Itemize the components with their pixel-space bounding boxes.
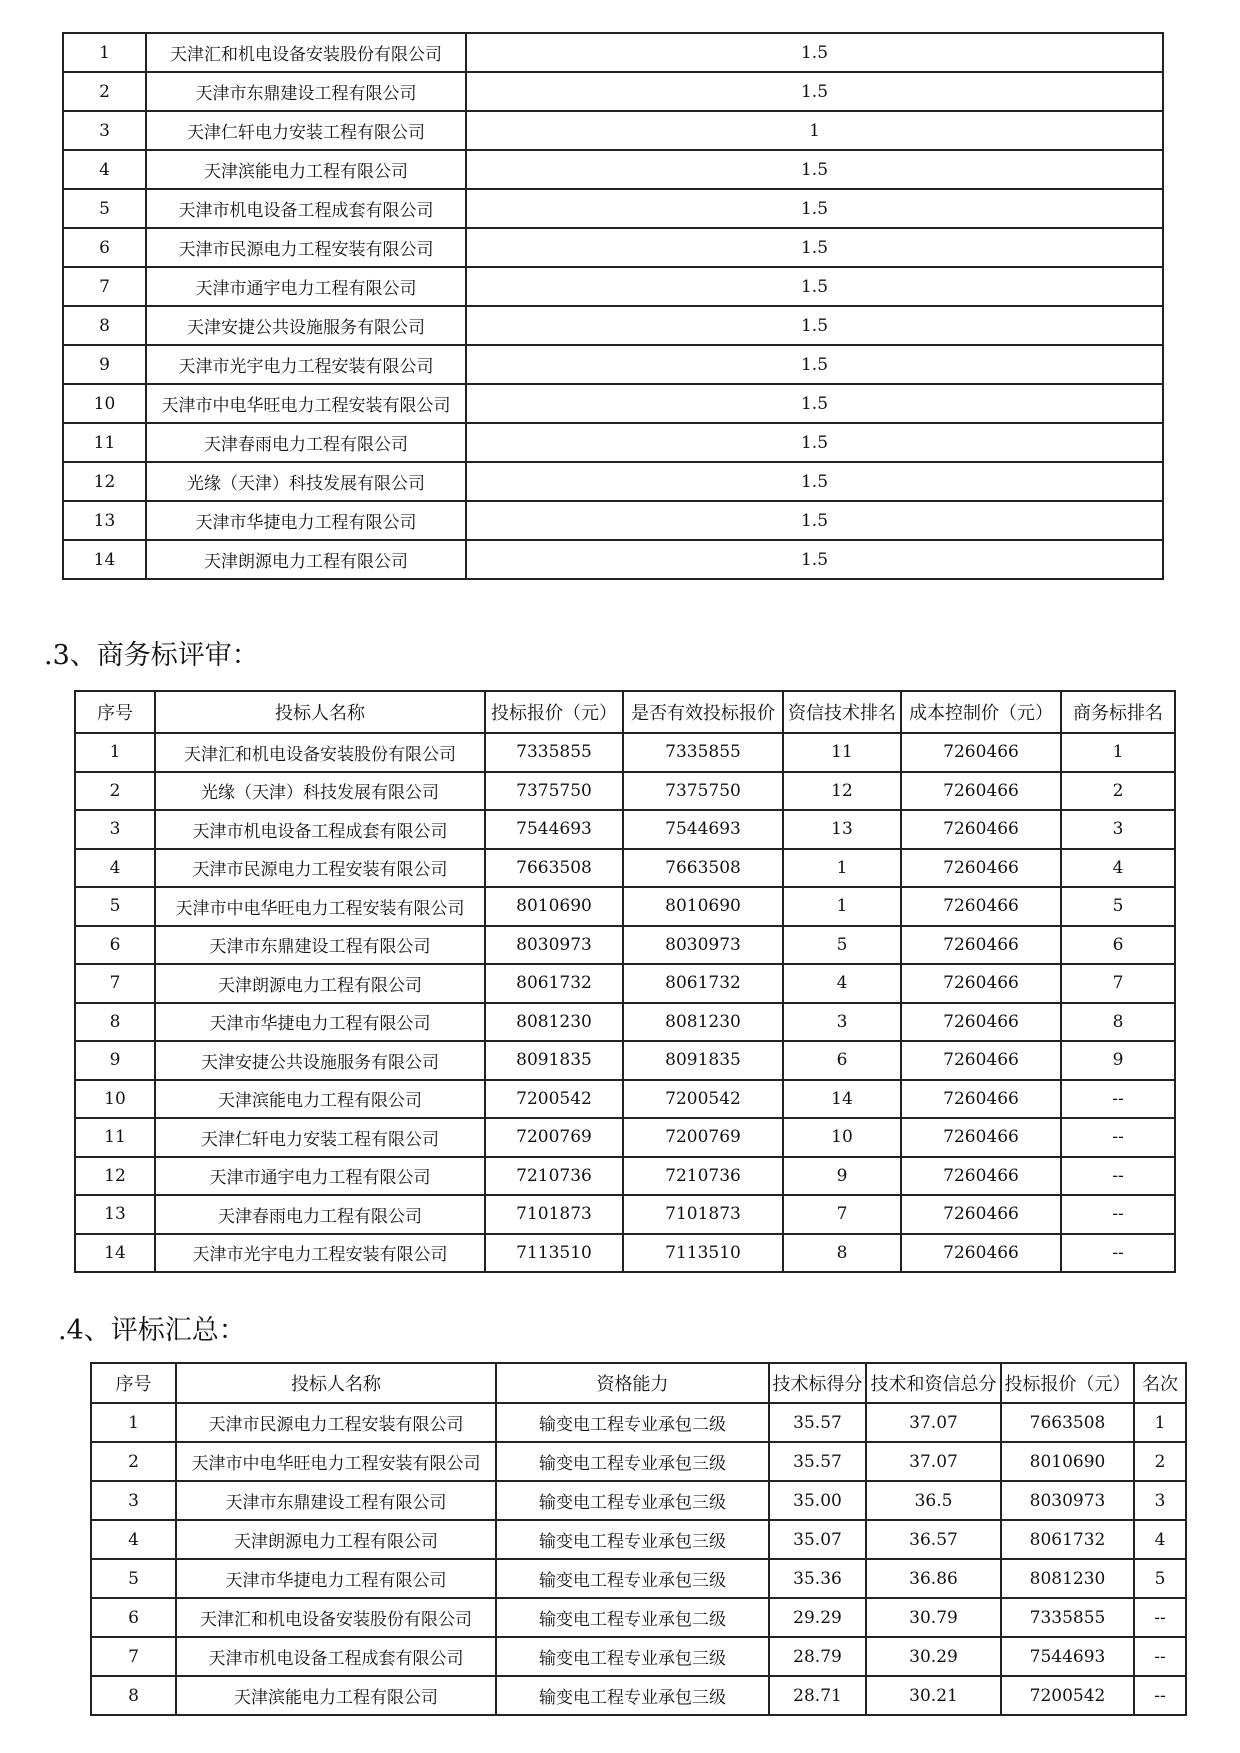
table-cell: 8061732 <box>1001 1520 1134 1559</box>
bidder-name: 天津春雨电力工程有限公司 <box>146 423 466 462</box>
table-cell: 10 <box>783 1118 901 1157</box>
table-cell: 天津朗源电力工程有限公司 <box>155 964 485 1003</box>
table-cell: 7260466 <box>901 887 1061 926</box>
table-cell: 7663508 <box>1001 1403 1134 1442</box>
table-cell: 1 <box>783 887 901 926</box>
table-cell: 8061732 <box>485 964 623 1003</box>
row-number: 12 <box>63 462 146 501</box>
table-cell: 7544693 <box>623 810 783 849</box>
table-cell: 35.57 <box>769 1442 866 1481</box>
bidder-name: 天津汇和机电设备安装股份有限公司 <box>146 33 466 72</box>
table-row <box>91 1403 1186 1442</box>
table-cell: 天津汇和机电设备安装股份有限公司 <box>155 733 485 772</box>
row-number: 5 <box>63 189 146 228</box>
table-cell: 8061732 <box>623 964 783 1003</box>
bidder-name: 天津滨能电力工程有限公司 <box>146 150 466 189</box>
row-number: 10 <box>63 384 146 423</box>
table-cell: 输变电工程专业承包三级 <box>496 1520 769 1559</box>
table-cell: 28.71 <box>769 1676 866 1715</box>
row-number: 11 <box>63 423 146 462</box>
table-cell: 30.29 <box>866 1637 1001 1676</box>
score-value: 1.5 <box>466 150 1163 189</box>
column-header: 名次 <box>1134 1363 1186 1403</box>
table-row <box>75 772 1175 811</box>
row-number: 2 <box>63 72 146 111</box>
bidder-name: 天津仁轩电力安装工程有限公司 <box>146 111 466 150</box>
table-cell: 天津市东鼎建设工程有限公司 <box>155 926 485 965</box>
table-row <box>63 501 1163 540</box>
table-cell: 输变电工程专业承包三级 <box>496 1559 769 1598</box>
score-value: 1.5 <box>466 345 1163 384</box>
table-cell: 7335855 <box>623 733 783 772</box>
table-cell: 5 <box>783 926 901 965</box>
table-cell: 7210736 <box>623 1157 783 1196</box>
table-cell: -- <box>1134 1637 1186 1676</box>
column-header: 序号 <box>75 691 155 733</box>
table-cell: 天津市中电华旺电力工程安装有限公司 <box>155 887 485 926</box>
table-cell: 8010690 <box>623 887 783 926</box>
table-cell: 7 <box>91 1637 176 1676</box>
table-cell: 天津市机电设备工程成套有限公司 <box>176 1637 496 1676</box>
table-cell: 天津市民源电力工程安装有限公司 <box>176 1403 496 1442</box>
table-cell: -- <box>1134 1598 1186 1637</box>
table-cell: 天津滨能电力工程有限公司 <box>176 1676 496 1715</box>
table-cell: 7 <box>1061 964 1175 1003</box>
score-value: 1.5 <box>466 72 1163 111</box>
table-cell: 8081230 <box>623 1003 783 1042</box>
table-row <box>75 1195 1175 1234</box>
table-cell: 光缘（天津）科技发展有限公司 <box>155 772 485 811</box>
table-cell: 7260466 <box>901 810 1061 849</box>
table-row <box>91 1598 1186 1637</box>
table-cell: 5 <box>1134 1559 1186 1598</box>
table-row <box>75 887 1175 926</box>
table-cell: 8030973 <box>485 926 623 965</box>
table-cell: 7260466 <box>901 849 1061 888</box>
table-cell: 8 <box>91 1676 176 1715</box>
row-number: 13 <box>63 501 146 540</box>
table-cell: 输变电工程专业承包三级 <box>496 1637 769 1676</box>
table-cell: 7375750 <box>623 772 783 811</box>
table-cell: 9 <box>75 1041 155 1080</box>
column-header: 是否有效投标报价 <box>623 691 783 733</box>
table-cell: 输变电工程专业承包二级 <box>496 1403 769 1442</box>
bidder-name: 光缘（天津）科技发展有限公司 <box>146 462 466 501</box>
table-cell: 输变电工程专业承包二级 <box>496 1598 769 1637</box>
table-cell: 35.00 <box>769 1481 866 1520</box>
score-value: 1.5 <box>466 540 1163 579</box>
table-cell: 天津仁轩电力安装工程有限公司 <box>155 1118 485 1157</box>
table-cell: 29.29 <box>769 1598 866 1637</box>
table-cell: 7200769 <box>623 1118 783 1157</box>
table-cell: -- <box>1061 1234 1175 1273</box>
row-number: 7 <box>63 267 146 306</box>
table-cell: 天津市通宇电力工程有限公司 <box>155 1157 485 1196</box>
table-cell: 36.57 <box>866 1520 1001 1559</box>
table-cell: 1 <box>75 733 155 772</box>
table-row <box>75 733 1175 772</box>
table-cell: 7663508 <box>623 849 783 888</box>
row-number: 4 <box>63 150 146 189</box>
table-cell: 7200542 <box>623 1080 783 1119</box>
table-row <box>75 810 1175 849</box>
table-cell: 天津汇和机电设备安装股份有限公司 <box>176 1598 496 1637</box>
bidder-name: 天津市东鼎建设工程有限公司 <box>146 72 466 111</box>
table-cell: 7260466 <box>901 1195 1061 1234</box>
table-cell: -- <box>1061 1157 1175 1196</box>
column-header: 商务标排名 <box>1061 691 1175 733</box>
table-cell: 天津市东鼎建设工程有限公司 <box>176 1481 496 1520</box>
table-cell: 37.07 <box>866 1403 1001 1442</box>
table-row <box>75 1234 1175 1273</box>
table-cell: 36.86 <box>866 1559 1001 1598</box>
table-row <box>63 150 1163 189</box>
bidder-name: 天津市民源电力工程安装有限公司 <box>146 228 466 267</box>
table-cell: 7663508 <box>485 849 623 888</box>
table-cell: 28.79 <box>769 1637 866 1676</box>
table-cell: 4 <box>1061 849 1175 888</box>
table-cell: 9 <box>783 1157 901 1196</box>
table-cell: 6 <box>1061 926 1175 965</box>
score-value: 1 <box>466 111 1163 150</box>
bidder-name: 天津安捷公共设施服务有限公司 <box>146 306 466 345</box>
table-cell: 30.21 <box>866 1676 1001 1715</box>
table-cell: 35.36 <box>769 1559 866 1598</box>
table-cell: 14 <box>75 1234 155 1273</box>
table-cell: 输变电工程专业承包三级 <box>496 1676 769 1715</box>
table-cell: 7375750 <box>485 772 623 811</box>
bidder-name: 天津朗源电力工程有限公司 <box>146 540 466 579</box>
table-cell: -- <box>1134 1676 1186 1715</box>
table-row <box>75 1118 1175 1157</box>
table-cell: 2 <box>75 772 155 811</box>
table-cell: 5 <box>75 887 155 926</box>
table-cell: 3 <box>783 1003 901 1042</box>
score-value: 1.5 <box>466 33 1163 72</box>
score-value: 1.5 <box>466 423 1163 462</box>
score-value: 1.5 <box>466 384 1163 423</box>
table-row <box>63 189 1163 228</box>
table-cell: 7260466 <box>901 1157 1061 1196</box>
table-cell: 1 <box>783 849 901 888</box>
table-row <box>75 1080 1175 1119</box>
table-cell: 天津市华捷电力工程有限公司 <box>176 1559 496 1598</box>
table-row <box>91 1520 1186 1559</box>
table-cell: 2 <box>1061 772 1175 811</box>
score-value: 1.5 <box>466 501 1163 540</box>
table-row <box>63 345 1163 384</box>
table-cell: 8091835 <box>623 1041 783 1080</box>
table-cell: 7260466 <box>901 733 1061 772</box>
table-row <box>63 384 1163 423</box>
table-cell: 3 <box>75 810 155 849</box>
table-cell: 8 <box>783 1234 901 1273</box>
table-row <box>63 72 1163 111</box>
column-header: 序号 <box>91 1363 176 1403</box>
table-cell: 7 <box>75 964 155 1003</box>
table-cell: 8081230 <box>1001 1559 1134 1598</box>
table-row <box>63 267 1163 306</box>
table-cell: 3 <box>1134 1481 1186 1520</box>
table-cell: 1 <box>1134 1403 1186 1442</box>
table-row <box>75 1157 1175 1196</box>
table-cell: 天津安捷公共设施服务有限公司 <box>155 1041 485 1080</box>
bidder-name: 天津市机电设备工程成套有限公司 <box>146 189 466 228</box>
table-cell: 1 <box>91 1403 176 1442</box>
table-cell: 2 <box>1134 1442 1186 1481</box>
row-number: 3 <box>63 111 146 150</box>
score-value: 1.5 <box>466 462 1163 501</box>
table-cell: 3 <box>91 1481 176 1520</box>
table-cell: 7335855 <box>1001 1598 1134 1637</box>
table-cell: 6 <box>75 926 155 965</box>
evaluation-summary-table <box>90 1362 1187 1716</box>
table-cell: 8010690 <box>1001 1442 1134 1481</box>
table-cell: 4 <box>75 849 155 888</box>
table-cell: 8030973 <box>623 926 783 965</box>
table-cell: -- <box>1061 1080 1175 1119</box>
table-cell: 13 <box>75 1195 155 1234</box>
table-cell: 3 <box>1061 810 1175 849</box>
table-cell: 天津春雨电力工程有限公司 <box>155 1195 485 1234</box>
table-cell: 7113510 <box>623 1234 783 1273</box>
section4-heading: .4、评标汇总： <box>58 1315 246 1346</box>
table-cell: 10 <box>75 1080 155 1119</box>
table-cell: 14 <box>783 1080 901 1119</box>
table-cell: 8 <box>1061 1003 1175 1042</box>
table-row <box>63 423 1163 462</box>
bidder-name: 天津市华捷电力工程有限公司 <box>146 501 466 540</box>
table-cell: 12 <box>783 772 901 811</box>
table-cell: 天津市华捷电力工程有限公司 <box>155 1003 485 1042</box>
table-cell: 7210736 <box>485 1157 623 1196</box>
table-cell: -- <box>1061 1195 1175 1234</box>
table-cell: 7200542 <box>485 1080 623 1119</box>
row-number: 14 <box>63 540 146 579</box>
table-row <box>63 111 1163 150</box>
bidder-name: 天津市中电华旺电力工程安装有限公司 <box>146 384 466 423</box>
column-header: 投标报价（元） <box>1001 1363 1134 1403</box>
row-number: 8 <box>63 306 146 345</box>
table-row <box>63 306 1163 345</box>
score-value: 1.5 <box>466 228 1163 267</box>
table-cell: 天津市中电华旺电力工程安装有限公司 <box>176 1442 496 1481</box>
table-cell: 13 <box>783 810 901 849</box>
table-cell: 35.57 <box>769 1403 866 1442</box>
table-cell: 8010690 <box>485 887 623 926</box>
table-cell: 7260466 <box>901 1234 1061 1273</box>
table-cell: 天津滨能电力工程有限公司 <box>155 1080 485 1119</box>
table-cell: 7260466 <box>901 926 1061 965</box>
table-cell: 7200542 <box>1001 1676 1134 1715</box>
row-number: 1 <box>63 33 146 72</box>
table-cell: 4 <box>783 964 901 1003</box>
table-cell: 输变电工程专业承包三级 <box>496 1442 769 1481</box>
table-cell: 天津朗源电力工程有限公司 <box>176 1520 496 1559</box>
table-cell: 1 <box>1061 733 1175 772</box>
table-row <box>91 1481 1186 1520</box>
table-row <box>75 926 1175 965</box>
table-row <box>63 462 1163 501</box>
table-cell: 7101873 <box>623 1195 783 1234</box>
table-cell: 36.5 <box>866 1481 1001 1520</box>
bidder-name: 天津市光宇电力工程安装有限公司 <box>146 345 466 384</box>
table-cell: 7335855 <box>485 733 623 772</box>
table-cell: 7260466 <box>901 772 1061 811</box>
table-row <box>75 849 1175 888</box>
table-cell: 7544693 <box>1001 1637 1134 1676</box>
table-row <box>91 1559 1186 1598</box>
table-cell: 7101873 <box>485 1195 623 1234</box>
table-row <box>63 33 1163 72</box>
table-row <box>91 1637 1186 1676</box>
table-cell: 7113510 <box>485 1234 623 1273</box>
table-cell: 9 <box>1061 1041 1175 1080</box>
table-cell: 7260466 <box>901 1118 1061 1157</box>
table-cell: 12 <box>75 1157 155 1196</box>
table-cell: 8081230 <box>485 1003 623 1042</box>
table-cell: 天津市机电设备工程成套有限公司 <box>155 810 485 849</box>
column-header: 成本控制价（元） <box>901 691 1061 733</box>
table-cell: 输变电工程专业承包三级 <box>496 1481 769 1520</box>
score-table-top <box>62 32 1164 580</box>
column-header: 投标人名称 <box>176 1363 496 1403</box>
table-row <box>91 1442 1186 1481</box>
table-cell: 7 <box>783 1195 901 1234</box>
table-cell: 7260466 <box>901 1080 1061 1119</box>
table-cell: 11 <box>75 1118 155 1157</box>
table-row <box>75 964 1175 1003</box>
column-header: 资格能力 <box>496 1363 769 1403</box>
score-value: 1.5 <box>466 306 1163 345</box>
table-cell: 35.07 <box>769 1520 866 1559</box>
table-cell: 7544693 <box>485 810 623 849</box>
row-number: 9 <box>63 345 146 384</box>
table-cell: 5 <box>1061 887 1175 926</box>
table-cell: 6 <box>783 1041 901 1080</box>
table-cell: 4 <box>1134 1520 1186 1559</box>
table-cell: 7260466 <box>901 1041 1061 1080</box>
table-cell: 7260466 <box>901 1003 1061 1042</box>
table-cell: 37.07 <box>866 1442 1001 1481</box>
score-value: 1.5 <box>466 189 1163 228</box>
bidder-name: 天津市通宇电力工程有限公司 <box>146 267 466 306</box>
table-cell: 8091835 <box>485 1041 623 1080</box>
table-cell: 8030973 <box>1001 1481 1134 1520</box>
table-cell: 2 <box>91 1442 176 1481</box>
column-header: 资信技术排名 <box>783 691 901 733</box>
column-header: 技术和资信总分 <box>866 1363 1001 1403</box>
table-cell: 天津市光宇电力工程安装有限公司 <box>155 1234 485 1273</box>
score-value: 1.5 <box>466 267 1163 306</box>
table-cell: 5 <box>91 1559 176 1598</box>
table-cell: 8 <box>75 1003 155 1042</box>
column-header: 技术标得分 <box>769 1363 866 1403</box>
row-number: 6 <box>63 228 146 267</box>
commercial-review-table <box>74 690 1176 1273</box>
table-cell: 天津市民源电力工程安装有限公司 <box>155 849 485 888</box>
section3-heading: .3、商务标评审： <box>44 640 259 671</box>
table-row <box>75 1003 1175 1042</box>
table-cell: 6 <box>91 1598 176 1637</box>
table-cell: 30.79 <box>866 1598 1001 1637</box>
table-cell: 7200769 <box>485 1118 623 1157</box>
table-cell: 11 <box>783 733 901 772</box>
table-cell: 4 <box>91 1520 176 1559</box>
column-header: 投标报价（元） <box>485 691 623 733</box>
table-cell: 7260466 <box>901 964 1061 1003</box>
table-cell: -- <box>1061 1118 1175 1157</box>
table-row <box>91 1676 1186 1715</box>
table-row <box>75 1041 1175 1080</box>
table-row <box>63 540 1163 579</box>
table-row <box>63 228 1163 267</box>
column-header: 投标人名称 <box>155 691 485 733</box>
